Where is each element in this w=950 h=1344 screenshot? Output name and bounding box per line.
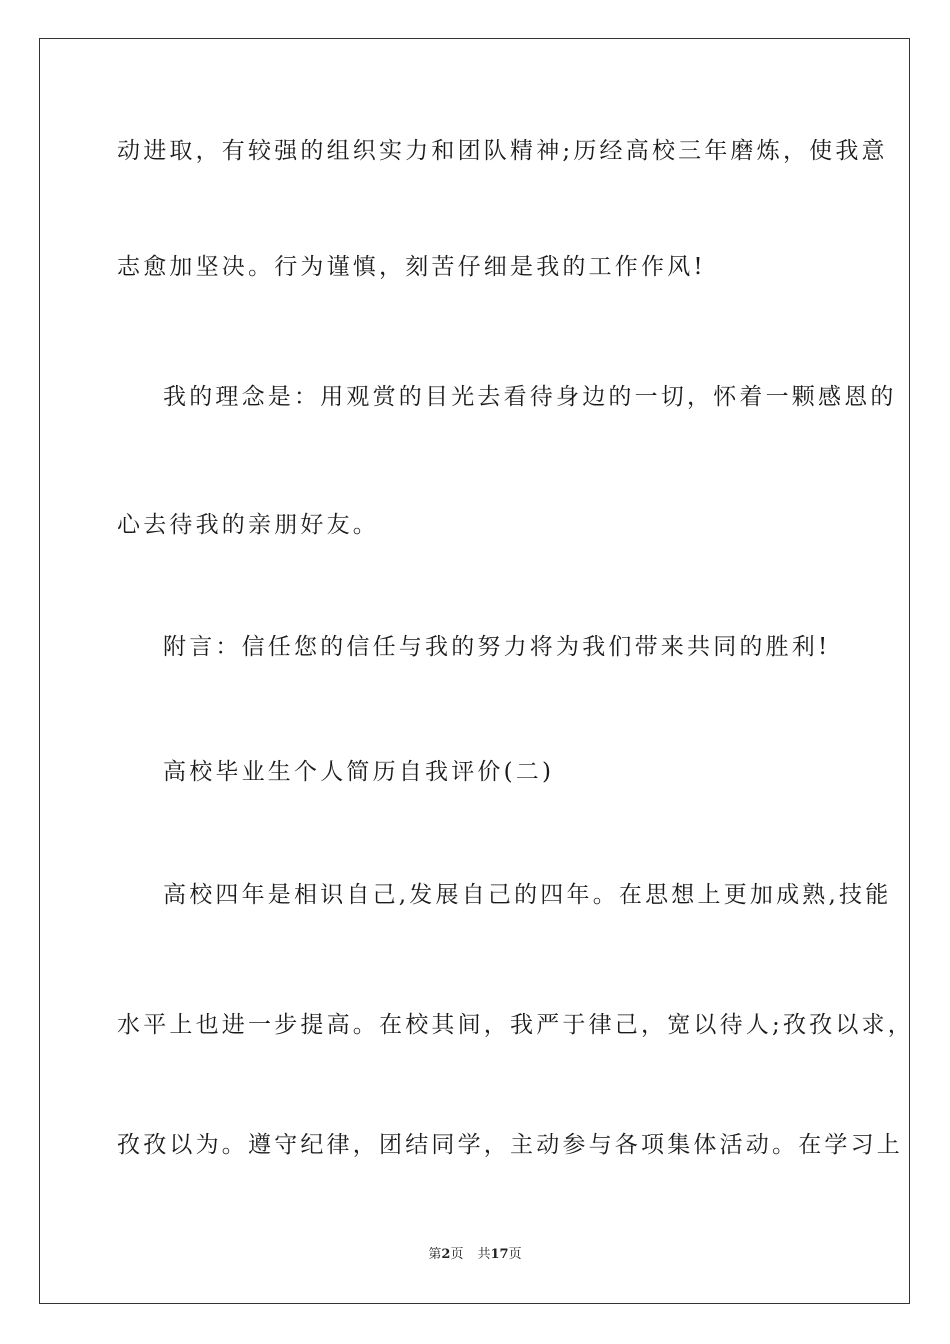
footer-page-prefix: 第 bbox=[428, 1247, 442, 1262]
body-line-7: 高校四年是相识自己,发展自己的四年。在思想上更加成熟,技能 bbox=[163, 882, 892, 908]
footer-total-prefix: 共 bbox=[477, 1247, 491, 1262]
body-line-8: 水平上也进一步提高。在校其间，我严于律己，宽以待人;孜孜以求， bbox=[117, 1012, 914, 1038]
body-line-2: 志愈加坚决。行为谨慎，刻苦仔细是我的工作作风! bbox=[117, 254, 706, 280]
body-line-3: 我的理念是：用观赏的目光去看待身边的一切，怀着一颗感恩的 bbox=[163, 384, 897, 410]
section-heading: 高校毕业生个人简历自我评价(二) bbox=[163, 759, 555, 785]
body-line-4: 心去待我的亲朋好友。 bbox=[117, 512, 379, 538]
footer-page-suffix: 页 bbox=[450, 1247, 464, 1262]
footer-total-pages: 17 bbox=[490, 1247, 509, 1262]
body-line-1: 动进取，有较强的组织实力和团队精神;历经高校三年磨炼，使我意 bbox=[117, 138, 888, 164]
page-border bbox=[39, 38, 910, 1304]
body-line-9: 孜孜以为。遵守纪律，团结同学，主动参与各项集体活动。在学习上 bbox=[117, 1132, 903, 1158]
body-line-5: 附言：信任您的信任与我的努力将为我们带来共同的胜利! bbox=[163, 634, 831, 660]
footer-page-number: 2 bbox=[441, 1247, 451, 1262]
page-footer bbox=[0, 1247, 950, 1263]
footer-total-suffix: 页 bbox=[508, 1247, 522, 1262]
